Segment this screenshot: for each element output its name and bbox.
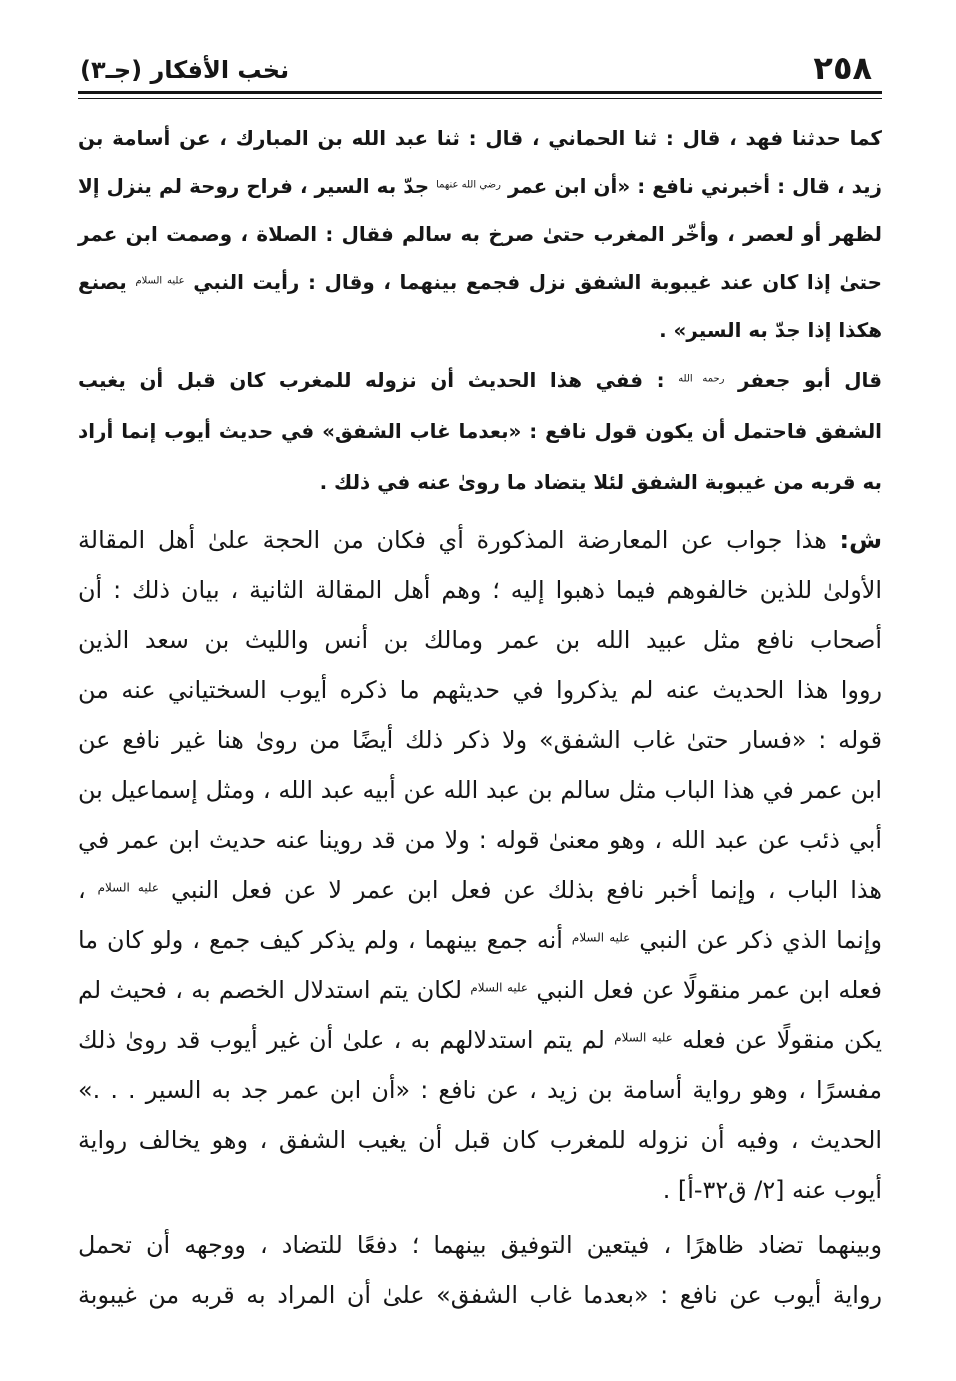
text-line: [78, 565, 882, 615]
text-line: [78, 1165, 882, 1215]
page-number: ٢٥٨: [813, 49, 872, 87]
text-line: [78, 406, 882, 457]
text-line: [78, 307, 882, 355]
text-segment: ،: [78, 876, 86, 904]
text-body: [78, 115, 882, 1320]
text-segment: أنه جمع بينهما ، ولم يذكر كيف جمع ، ولو كان ما: [78, 926, 563, 954]
text-segment: الأولىٰ للذين خالفوهم فيما ذهبوا إليه ؛ وهم أهل المقالة الثانية ، بيان ذلك : أن: [78, 576, 882, 604]
text-line: [78, 615, 882, 665]
text-segment: ابن عمر في هذا الباب مثل سالم بن عبد الله عن أبيه عبد الله ، ومثل إسماعيل بن: [78, 776, 882, 804]
text-segment: فعله ابن عمر منقولًا عن فعل النبي: [536, 976, 883, 1004]
header-rule-thick: [78, 91, 882, 94]
text-segment: قوله : «فسار حتىٰ غاب الشفق» ولا ذكر ذلك أيضًا من روىٰ هنا غير نافع عن: [78, 726, 882, 754]
honorific-alayhi-salam-mark: عليه السلام: [97, 880, 159, 895]
paragraph-abu-jafar: [78, 355, 882, 508]
honorific-alayhi-salam-mark: عليه السلام: [571, 930, 631, 945]
text-line: [78, 665, 882, 715]
text-segment: يصنع: [78, 271, 127, 294]
paragraph-commentary: [78, 515, 882, 1215]
text-segment: زيد ، قال : أخبرني نافع : «أن ابن عمر: [507, 175, 882, 198]
text-line: [78, 1115, 882, 1165]
text-segment: هذا الباب ، وإنما أخبر نافع بذلك عن فعل ابن عمر لا عن فعل النبي: [170, 876, 882, 904]
text-segment: قال أبو جعفر: [738, 369, 882, 392]
header-rule-thin: [78, 98, 882, 99]
text-segment: وإنما الذي ذكر عن النبي: [639, 926, 882, 954]
text-line: [78, 515, 882, 565]
text-segment: أيوب عنه [٢/ ق٣٢-أ] .: [662, 1176, 882, 1204]
text-segment: الشفق فاحتمل أن يكون قول نافع : «بعدما غاب الشفق» في حديث أيوب إنما أراد: [78, 420, 882, 443]
text-line: [78, 115, 882, 163]
text-segment: به قربه من غيبوبة الشفق لئلا يتضاد ما روىٰ عنه في ذلك .: [319, 471, 882, 494]
paragraph-hadith: [78, 115, 882, 355]
text-line: [78, 865, 882, 915]
text-line: [78, 915, 882, 965]
text-line: [78, 211, 882, 259]
text-line: [78, 1220, 882, 1270]
text-segment: جدّ به السير ، فراح روحة لم ينزل إلا: [78, 175, 430, 198]
honorific-alayhi-salam-mark: عليه السلام: [470, 980, 529, 995]
paragraph-reconciliation: [78, 1220, 882, 1320]
text-segment: لم يتم استدلالهم به ، علىٰ أن غير أيوب قد روىٰ ذلك: [78, 1026, 605, 1054]
commentary-marker: ش:: [839, 526, 883, 554]
text-segment: أبي ذئب عن عبد الله ، وهو معنىٰ قوله : ولا من قد روينا عنه حديث ابن عمر في: [78, 826, 882, 854]
text-segment: حتىٰ إذا كان عند غيبوبة الشفق نزل فجمع بينهما ، وقال : رأيت النبي: [193, 271, 882, 294]
text-line: [78, 1015, 882, 1065]
text-segment: هذا جواب عن المعارضة المذكورة أي فكان من الحجة علىٰ أهل المقالة: [78, 526, 827, 554]
honorific-rahimahu-allah-mark: رحمه الله: [678, 373, 725, 385]
text-segment: يكن منقولًا عن فعله: [682, 1026, 882, 1054]
text-line: [78, 715, 882, 765]
text-segment: لظهر أو لعصر ، وأخّر المغرب حتىٰ صرخ به سالم فقال : الصلاة ، وصمت ابن عمر: [78, 223, 882, 246]
honorific-alayhi-salam-mark: عليه السلام: [614, 1030, 673, 1045]
honorific-alayhi-salam-mark: عليه السلام: [135, 275, 185, 287]
text-segment: وبينهما تضاد ظاهرًا ، فيتعين التوفيق بينهما ؛ دفعًا للتضاد ، ووجهه أن تحمل: [78, 1231, 882, 1259]
text-line: [78, 259, 882, 307]
text-segment: : ففي هذا الحديث أن نزوله للمغرب كان قبل أن يغيب: [78, 369, 665, 392]
text-line: [78, 1270, 882, 1320]
text-segment: رووا هذا الحديث عنه لم يذكروا في حديثهم ما ذكره أيوب السختياني عنه من: [78, 676, 882, 704]
running-header-title: نخب الأفكار (جـ٣): [80, 56, 290, 84]
text-segment: مفسرًا ، وهو رواية أسامة بن زيد ، عن نافع : «أن ابن عمر جد به السير . . .»: [78, 1076, 882, 1104]
text-line: [78, 1065, 882, 1115]
text-line: [78, 765, 882, 815]
text-segment: كما حدثنا فهد ، قال : ثنا الحماني ، قال : ثنا عبد الله بن المبارك ، عن أسامة بن: [78, 127, 882, 150]
honorific-radi-allahu-anhuma-mark: رضي الله عنهما: [436, 179, 501, 191]
text-segment: رواية أيوب عن نافع : «بعدما غاب الشفق» علىٰ أن المراد به قربه من غيبوبة: [78, 1281, 882, 1309]
text-segment: هكذا إذا جدّ به السير» .: [659, 319, 882, 342]
text-line: [78, 815, 882, 865]
text-segment: لكان يتم استدلال الخصم به ، فحيث لم: [78, 976, 463, 1004]
text-segment: الحديث ، وفيه أن نزوله للمغرب كان قبل أن يغيب الشفق ، وهو يخالف رواية: [78, 1126, 882, 1154]
text-line: [78, 965, 882, 1015]
text-line: [78, 457, 882, 508]
text-line: [78, 355, 882, 406]
text-segment: أصحاب نافع مثل عبيد الله بن عمر ومالك بن أنس والليث بن سعد الذين: [78, 626, 882, 654]
text-line: [78, 163, 882, 211]
